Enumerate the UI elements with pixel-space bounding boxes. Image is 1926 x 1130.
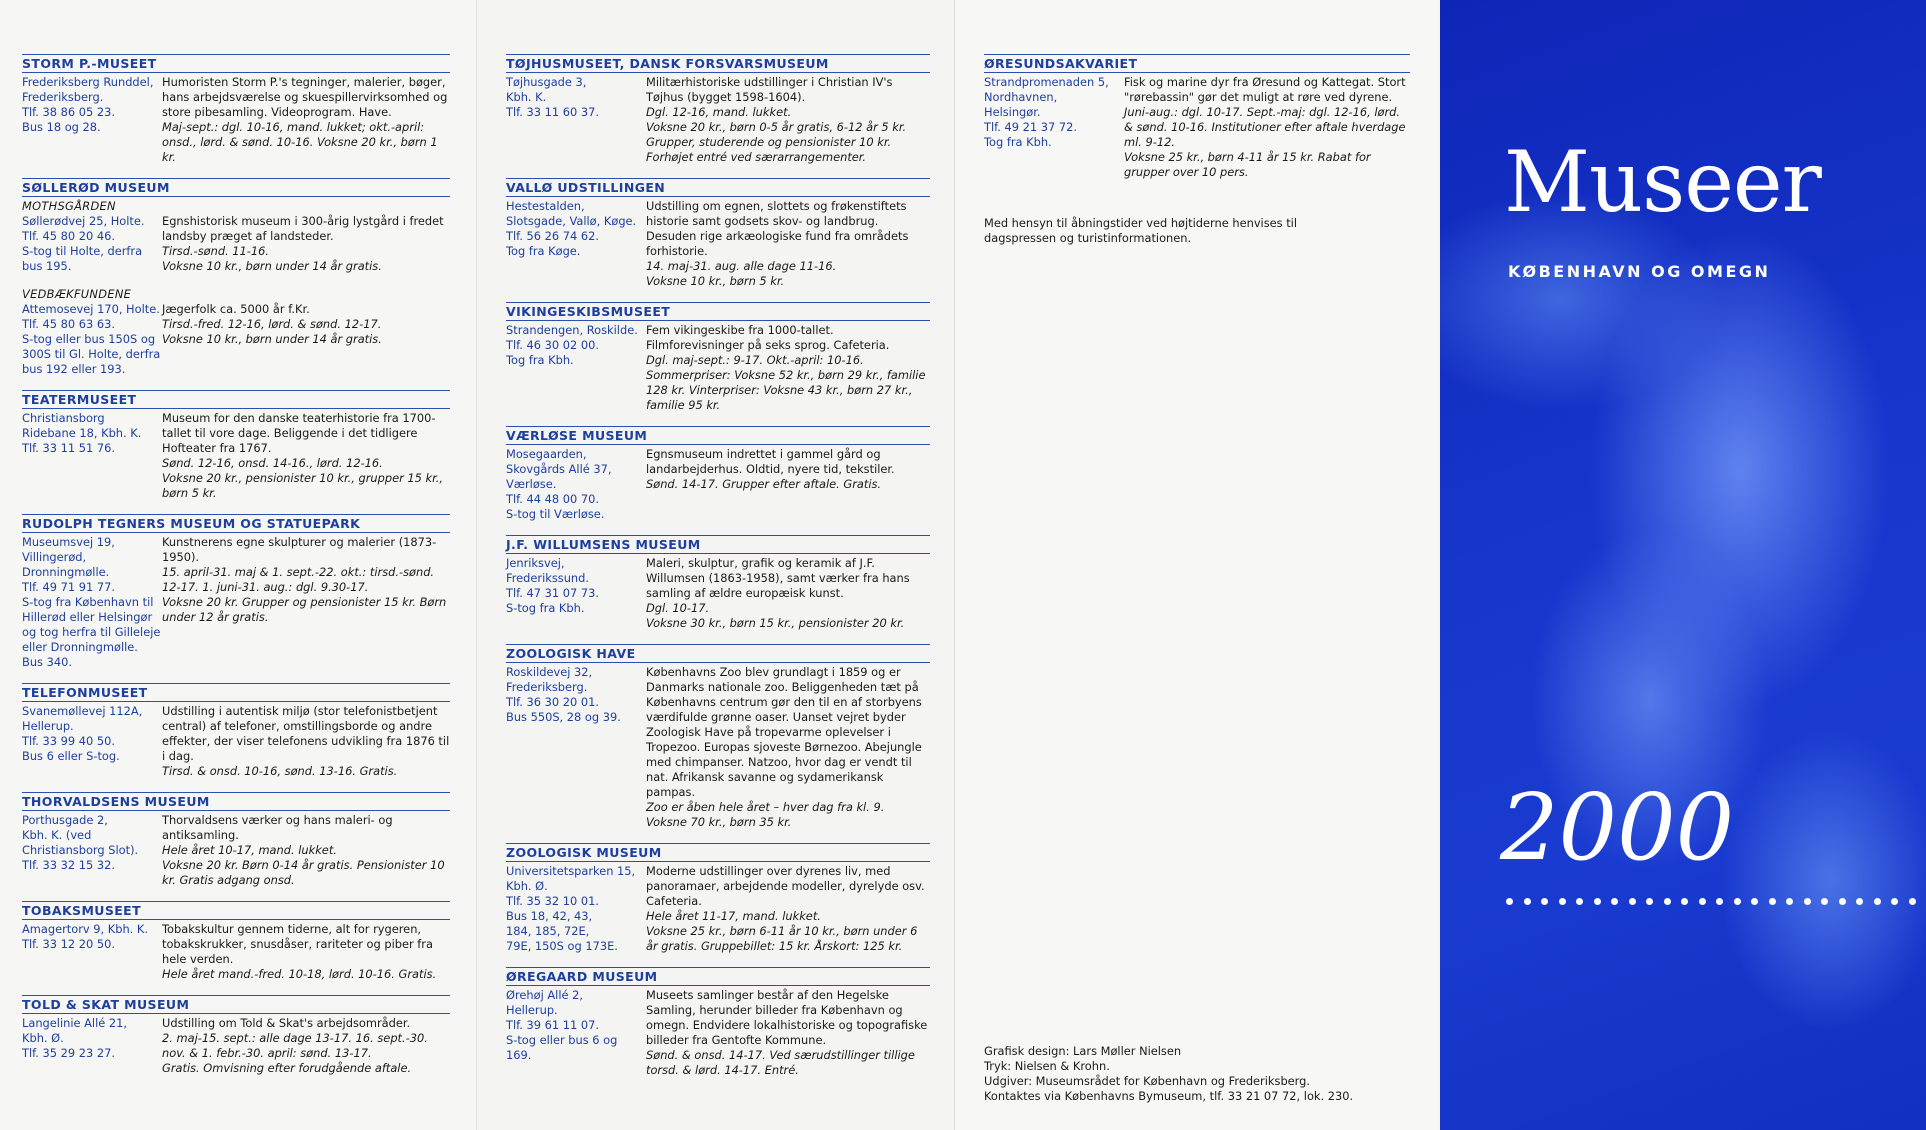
museum-row <box>984 75 1410 180</box>
museum-address: Tøjhusgade 3, Kbh. K. Tlf. 33 11 60 37. <box>506 75 600 119</box>
museum-title: TELEFONMUSEET <box>22 683 450 702</box>
museum-entry <box>22 683 450 779</box>
museum-address: Roskildevej 32, Frederiksberg. Tlf. 36 30 20 01. Bus 550S, 28 og 39. <box>506 665 621 724</box>
museum-hours-prices: Maj-sept.: dgl. 10-16, mand. lukket; okt.-april: onsd., lørd. & sønd. 10-16. Voksne 20 kr., børn 1 kr. <box>162 120 438 164</box>
dot <box>1629 898 1636 905</box>
museum-address: Attemosevej 170, Holte. Tlf. 45 80 63 63. S-tog eller bus 150S og 300S til Gl. Holte, derfra bus 192 eller 193. <box>22 302 161 376</box>
museum-entry <box>506 644 930 830</box>
museum-hours-prices: Tirsd. & onsd. 10-16, sønd. 13-16. Gratis. <box>162 764 398 778</box>
museum-text: Udstilling om egnen, slottets og frøkenstiftets historie samt godsets skov- og landbrug. Desuden rige arkæologiske fund fra områdets forhistorie. <box>646 199 909 258</box>
museum-text: Københavns Zoo blev grundlagt i 1859 og er Danmarks nationale zoo. Beliggenheden tæt på Københavns centrum gør den til en af storbyens værdifulde grønne oaser. Uanset vejret byder Zoologisk Have på tropevarme oplevelser i Tropezoo. Europas sjoveste Børnezoo. Abejungle med chimpanser. Natzoo, hvor dag er vendt til nat. Afrikansk savanne og sydamerikansk pampas. <box>646 665 922 799</box>
museum-text: Fisk og marine dyr fra Øresund og Kattegat. Stort "rørebassin" gør det muligt at røre ved dyrene. <box>1124 75 1406 104</box>
museum-title: ZOOLOGISK MUSEUM <box>506 843 930 862</box>
museum-text: Egnshistorisk museum i 300-årig lystgård i fredet landsby præget af landsteder. <box>162 214 444 243</box>
dot <box>1874 898 1881 905</box>
museum-entry <box>22 995 450 1076</box>
museum-title: TØJHUSMUSEET, DANSK FORSVARSMUSEUM <box>506 54 930 73</box>
museum-title: ØREGAARD MUSEUM <box>506 967 930 986</box>
museum-hours-prices: Zoo er åben hele året – hver dag fra kl. 9. Voksne 70 kr., børn 35 kr. <box>646 800 885 829</box>
museum-row <box>22 535 450 670</box>
museum-row <box>506 199 930 289</box>
museum-entry <box>506 178 930 289</box>
museum-address: Hestestalden, Slotsgade, Vallø, Køge. Tlf. 56 26 74 62. Tog fra Køge. <box>506 199 637 258</box>
holiday-note: Med hensyn til åbningstider ved højtiderne henvises til dagspressen og turistinformationen. <box>984 216 1298 245</box>
museum-title: STORM P.-MUSEET <box>22 54 450 73</box>
museum-description <box>162 1016 450 1076</box>
museum-address: Jenriksvej, Frederikssund. Tlf. 47 31 07 73. S-tog fra Kbh. <box>506 556 600 615</box>
museum-description <box>162 704 450 779</box>
dotted-rule <box>1506 898 1926 905</box>
panel-museums-3 <box>954 0 1440 1130</box>
museum-address: Strandpromenaden 5, Nordhavnen, Helsingør. Tlf. 49 21 37 72. Tog fra Kbh. <box>984 75 1109 149</box>
museum-hours-prices: Hele året 11-17, mand. lukket. Voksne 25 kr., børn 6-11 år 10 kr., børn under 6 år gratis. Gruppebillet: 15 kr. Årskort: 125 kr. <box>646 909 918 953</box>
museum-row <box>506 556 930 631</box>
panel-museums-2 <box>476 0 954 1130</box>
museum-hours-prices: Dgl. 10-17. Voksne 30 kr., børn 15 kr., pensionister 20 kr. <box>646 601 905 630</box>
museum-hours-prices: Hele året 10-17, mand. lukket. Voksne 20 kr. Børn 0-14 år gratis. Pensionister 10 kr. Gratis adgang onsd. <box>162 843 445 887</box>
dot <box>1506 898 1513 905</box>
museum-description <box>162 535 450 670</box>
museum-address: Strandengen, Roskilde. Tlf. 46 30 02 00. Tog fra Kbh. <box>506 323 638 367</box>
museum-row <box>22 302 450 377</box>
dot <box>1856 898 1863 905</box>
museum-subtitle: VEDBÆKFUNDENE <box>22 287 132 301</box>
dot <box>1559 898 1566 905</box>
museum-title: TOLD & SKAT MUSEUM <box>22 995 450 1014</box>
dot <box>1839 898 1846 905</box>
credit-contact: Kontaktes via Københavns Bymuseum, tlf. 33 21 07 72, lok. 230. <box>984 1089 1354 1103</box>
museum-text: Udstilling i autentisk miljø (stor telefonistbetjent central) af telefoner, omstillingsborde og andre effekter, der viser telefonens udvikling fra 1876 til i dag. <box>162 704 450 763</box>
museum-title: VALLØ UDSTILLINGEN <box>506 178 930 197</box>
dot <box>1646 898 1653 905</box>
cover-title: Museer <box>1504 133 1821 231</box>
museum-row <box>22 922 450 982</box>
museum-title: ZOOLOGISK HAVE <box>506 644 930 663</box>
museum-title: THORVALDSENS MUSEUM <box>22 792 450 811</box>
museum-description <box>162 922 450 982</box>
museum-description <box>162 813 450 888</box>
museum-text: Humoristen Storm P.'s tegninger, malerier, bøger, hans arbejdsværelse og skuespillervirksomhed og store pibesamling. Videoprogram. Have. <box>162 75 448 119</box>
museum-text: Militærhistoriske udstillinger i Christian IV's Tøjhus (bygget 1598-1604). <box>646 75 893 104</box>
museum-row <box>22 813 450 888</box>
cover-panel <box>1440 0 1926 1130</box>
museum-text: Udstilling om Told & Skat's arbejdsområder. <box>162 1016 411 1030</box>
museum-entry <box>22 792 450 888</box>
museum-title: J.F. WILLUMSENS MUSEUM <box>506 535 930 554</box>
museum-hours-prices: Tirsd.-sønd. 11-16. Voksne 10 kr., børn under 14 år gratis. <box>162 244 382 273</box>
museum-hours-prices: 2. maj-15. sept.: alle dage 13-17. 16. sept.-30. nov. & 1. febr.-30. april: sønd. 13-17. Gratis. Omvisning efter forudgående aftale. <box>162 1031 428 1075</box>
museum-entry <box>22 901 450 982</box>
museum-address: Mosegaarden, Skovgårds Allé 37, Værløse. Tlf. 44 48 00 70. S-tog til Værløse. <box>506 447 612 521</box>
museum-address: Søllerødvej 25, Holte. Tlf. 45 80 20 46. S-tog til Holte, derfra bus 195. <box>22 214 145 273</box>
museum-entry <box>506 967 930 1078</box>
museum-hours-prices: Tirsd.-fred. 12-16, lørd. & sønd. 12-17. Voksne 10 kr., børn under 14 år gratis. <box>162 317 382 346</box>
museum-entry <box>22 178 450 274</box>
museum-description <box>162 214 450 274</box>
museum-text: Tobakskultur gennem tiderne, alt for rygeren, tobakskrukker, snusdåser, rariteter og piber fra hele verden. <box>162 922 433 966</box>
credit-publisher: Udgiver: Museumsrådet for København og Frederiksberg. <box>984 1074 1311 1088</box>
dot <box>1681 898 1688 905</box>
dot <box>1594 898 1601 905</box>
credit-print: Tryk: Nielsen & Krohn. <box>984 1059 1110 1073</box>
museum-subtitle: MOTHSGÅRDEN <box>22 199 116 213</box>
museum-entry <box>506 54 930 165</box>
museum-hours-prices: Sønd. 14-17. Grupper efter aftale. Gratis. <box>646 477 882 491</box>
dot <box>1524 898 1531 905</box>
museum-hours-prices: Hele året mand.-fred. 10-18, lørd. 10-16. Gratis. <box>162 967 437 981</box>
museum-hours-prices: Sønd. 12-16, onsd. 14-16., lørd. 12-16. Voksne 20 kr., pensionister 10 kr., grupper 15 kr., børn 5 kr. <box>162 456 444 500</box>
museum-row <box>22 704 450 779</box>
museum-entry <box>506 426 930 522</box>
dot <box>1891 898 1898 905</box>
museum-entry <box>22 514 450 670</box>
museum-hours-prices: Juni-aug.: dgl. 10-17. Sept.-maj: dgl. 12-16, lørd. & sønd. 10-16. Institutioner efter aftale hverdage ml. 9-12. Voksne 25 kr., børn 4-11 år 15 kr. Rabat for grupper over 10 pers. <box>1124 105 1406 179</box>
panel-museums-1 <box>0 0 476 1130</box>
dot <box>1734 898 1741 905</box>
cover-subtitle: KØBENHAVN OG OMEGN <box>1508 262 1771 281</box>
museum-text: Thorvaldsens værker og hans maleri- og antiksamling. <box>162 813 393 842</box>
dot <box>1699 898 1706 905</box>
museum-title: TOBAKSMUSEET <box>22 901 450 920</box>
museum-entry <box>984 54 1410 180</box>
museum-description <box>646 447 930 522</box>
museum-row <box>506 988 930 1078</box>
museum-text: Jægerfolk ca. 5000 år f.Kr. <box>162 302 310 316</box>
museum-title: SØLLERØD MUSEUM <box>22 178 450 197</box>
museum-title: ØRESUNDSAKVARIET <box>984 54 1410 73</box>
museum-row <box>506 323 930 413</box>
cover-year: 2000 <box>1500 774 1735 881</box>
museum-title: RUDOLPH TEGNERS MUSEUM OG STATUEPARK <box>22 514 450 533</box>
museum-address: Porthusgade 2, Kbh. K. (ved Christiansborg Slot). Tlf. 33 32 15 32. <box>22 813 139 872</box>
museum-text: Fem vikingeskibe fra 1000-tallet. Filmforevisninger på seks sprog. Cafeteria. <box>646 323 890 352</box>
museum-row <box>506 665 930 830</box>
museum-address: Svanemøllevej 112A, Hellerup. Tlf. 33 99 40 50. Bus 6 eller S-tog. <box>22 704 143 763</box>
museum-text: Kunstnerens egne skulpturer og malerier (1873-1950). <box>162 535 437 564</box>
museum-entry <box>22 390 450 501</box>
museum-row <box>506 75 930 165</box>
museum-title: VIKINGESKIBSMUSEET <box>506 302 930 321</box>
museum-hours-prices: Dgl. maj-sept.: 9-17. Okt.-april: 10-16. Sommerpriser: Voksne 52 kr., børn 29 kr., familie 128 kr. Vinterpriser: Voksne 43 kr., børn 27 kr., familie 95 kr. <box>646 353 926 412</box>
dot <box>1909 898 1916 905</box>
dot <box>1821 898 1828 905</box>
museum-address: Frederiksberg Runddel, Frederiksberg. Tlf. 38 86 05 23. Bus 18 og 28. <box>22 75 154 134</box>
dot <box>1751 898 1758 905</box>
museum-entry <box>506 535 930 631</box>
museum-description <box>646 199 930 289</box>
museum-entry <box>506 302 930 413</box>
museum-text: Moderne udstillinger over dyrenes liv, med panoramaer, arbejdende modeller, dyrelyde osv. Cafeteria. <box>646 864 925 908</box>
museum-description <box>646 864 930 954</box>
dot <box>1611 898 1618 905</box>
museum-row <box>22 411 450 501</box>
museum-entry <box>506 843 930 954</box>
museum-title: VÆRLØSE MUSEUM <box>506 426 930 445</box>
dot <box>1664 898 1671 905</box>
museum-entry <box>22 54 450 165</box>
museum-row <box>22 1016 450 1076</box>
credit-design: Grafisk design: Lars Møller Nielsen <box>984 1044 1182 1058</box>
museum-hours-prices: Dgl. 12-16, mand. lukket. Voksne 20 kr., børn 0-5 år gratis, 6-12 år 5 kr. Grupper, studerende og pensionister 10 kr. Forhøjet entré ved særarrangementer. <box>646 105 907 164</box>
museum-description <box>646 988 930 1078</box>
museum-hours-prices: 15. april-31. maj & 1. sept.-22. okt.: tirsd.-sønd. 12-17. 1. juni-31. aug.: dgl. 9.30-17. Voksne 20 kr. Grupper og pensionister 15 kr. Børn under 12 år gratis. <box>162 565 447 624</box>
museum-address: Christiansborg Ridebane 18, Kbh. K. Tlf. 33 11 51 76. <box>22 411 142 455</box>
museum-description <box>646 556 930 631</box>
museum-row <box>22 214 450 274</box>
museum-description <box>646 665 930 830</box>
credits <box>984 1044 1353 1104</box>
museum-entry <box>22 287 450 377</box>
museum-address: Amagertorv 9, Kbh. K. Tlf. 33 12 20 50. <box>22 922 149 951</box>
panel3-entries <box>984 54 1410 180</box>
museum-hours-prices: 14. maj-31. aug. alle dage 11-16. Voksne 10 kr., børn 5 kr. <box>646 259 837 288</box>
museum-text: Museum for den danske teaterhistorie fra 1700-tallet til vore dage. Beliggende i det tidligere Hofteater fra 1767. <box>162 411 436 455</box>
museum-row <box>506 864 930 954</box>
museum-description <box>1124 75 1410 180</box>
museum-row <box>506 447 930 522</box>
dot <box>1541 898 1548 905</box>
museum-text: Egnsmuseum indrettet i gammel gård og landarbejderhus. Oldtid, nyere tid, tekstiler. <box>646 447 895 476</box>
museum-description <box>162 411 450 501</box>
museum-address: Museumsvej 19, Villingerød, Dronningmølle. Tlf. 49 71 91 77. S-tog fra København til Hillerød eller Helsingør og tog herfra til Gilleleje eller Dronningmølle. Bus 340. <box>22 535 161 669</box>
dot <box>1576 898 1583 905</box>
dot <box>1786 898 1793 905</box>
museum-text: Museets samlinger består af den Hegelske Samling, herunder billeder fra København og omegn. Endvidere lokalhistoriske og topografiske billeder fra Gentofte Kommune. <box>646 988 928 1047</box>
museum-row <box>22 75 450 165</box>
museum-description <box>162 75 450 165</box>
museum-text: Maleri, skulptur, grafik og keramik af J.F. Willumsen (1863-1958), samt værker fra hans samling af ældre europæisk kunst. <box>646 556 910 600</box>
museum-address: Langelinie Allé 21, Kbh. Ø. Tlf. 35 29 23 27. <box>22 1016 127 1060</box>
museum-description <box>646 75 930 165</box>
museum-title: TEATERMUSEET <box>22 390 450 409</box>
museum-description <box>646 323 930 413</box>
dot <box>1716 898 1723 905</box>
museum-address: Universitetsparken 15, Kbh. Ø. Tlf. 35 32 10 01. Bus 18, 42, 43, 184, 185, 72E, 79E, 150S og 173E. <box>506 864 636 953</box>
museum-address: Ørehøj Allé 2, Hellerup. Tlf. 39 61 11 07. S-tog eller bus 6 og 169. <box>506 988 618 1062</box>
dot <box>1769 898 1776 905</box>
museum-description <box>162 302 450 377</box>
museum-hours-prices: Sønd. & onsd. 14-17. Ved særudstillinger tillige torsd. & lørd. 14-17. Entré. <box>646 1048 915 1077</box>
dot <box>1804 898 1811 905</box>
